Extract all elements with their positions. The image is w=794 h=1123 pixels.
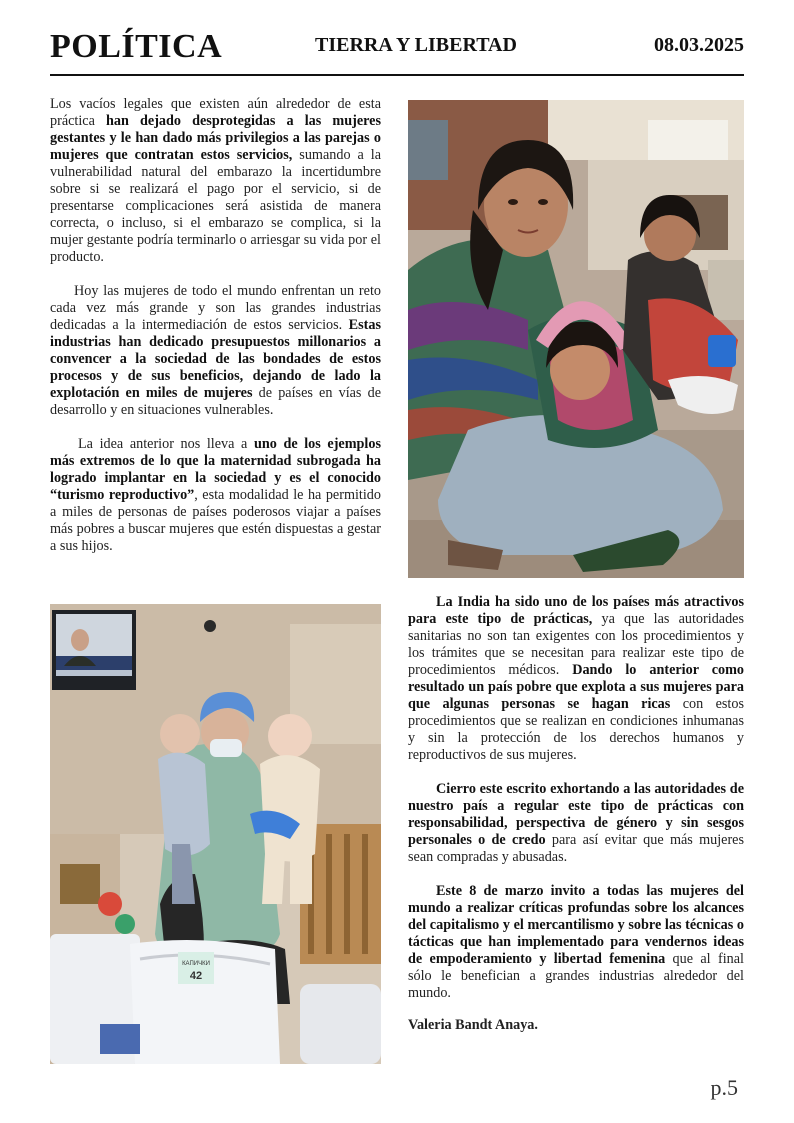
body-text: que al final sólo le benefician a grandes industrias alrededor del mundo.	[408, 951, 744, 1001]
body-text: Hoy las mujeres de todo el mundo enfrentan un reto cada vez más grande y son las grandes industrias dedicadas a la intermediación de estos servicios.	[50, 283, 381, 333]
right-column-text	[408, 594, 744, 1051]
section-title: POLÍTICA	[50, 28, 223, 65]
emphasis-text: Estas industrias han dedicado presupuestos millonarios a convencer a la sociedad de las bondades de estos procesos y de sus beneficios, dejando de lado la explotación en miles de mujeres	[50, 317, 381, 401]
right-paragraph-3	[408, 883, 744, 1002]
bassinet-tag-number: 42	[189, 970, 203, 982]
publication-name: TIERRA Y LIBERTAD	[315, 34, 517, 56]
body-text: de países en vías de desarrollo y en situaciones vulnerables.	[50, 385, 382, 418]
body-text: La idea anterior nos lleva a	[78, 436, 254, 452]
right-paragraph-1	[408, 594, 744, 764]
body-text: para así evitar que más mujeres sean compradas y abusadas.	[408, 832, 744, 865]
left-column-text	[50, 96, 381, 572]
emphasis-text: uno de los ejemplos más extremos de lo que la maternidad subrogada ha logrado implantar en la sociedad y es el conocido “turismo reproductivo”	[50, 436, 381, 503]
left-paragraph-1	[50, 96, 381, 266]
left-paragraph-2	[50, 283, 381, 419]
right-paragraph-2	[408, 781, 744, 866]
bassinet-tag-name: КАПИЧКИ	[182, 961, 210, 967]
left-paragraph-3	[50, 436, 381, 555]
page-number: p.5	[710, 1075, 738, 1100]
photo-women-with-children-india	[408, 100, 744, 578]
author-signature: Valeria Bandt Anaya.	[408, 1017, 538, 1033]
body-text: ya que las autoridades sanitarias no son tan exigentes con los procedimientos y los trámites que se necesitan para realizar este tipo de procedimientos médicos.	[408, 611, 744, 678]
body-text: Los vacíos legales que existen aún alrededor de esta práctica	[50, 96, 381, 129]
issue-date: 08.03.2025	[654, 34, 744, 56]
body-text: sumando a la vulnerabilidad natural del embarazo la incertidumbre sobre si se realizará el pago por el servicio, si de presentarse complicaciones será asistida de manera correcta, o incluso, si el embarazo se complica, si la mujer gestante podría terminarlo o arriesgar su vida por el producto.	[50, 147, 382, 265]
emphasis-text: Cierro este escrito exhortando a las autoridades de nuestro país a regular este tipo de prácticas con responsabilidad, perspectiva de género y sin sesgos personales o de credo	[408, 781, 744, 848]
emphasis-text: Dando lo anterior como resultado un país pobre que explota a sus mujeres para que algunas personas se hagan ricas	[408, 662, 744, 712]
emphasis-text: Este 8 de marzo invito a todas las mujeres del mundo a realizar críticas profundas sobre los alcances del capitalismo y el mercantilismo y sobre las técnicas o tácticas que han implementado para vendernos ideas de empoderamiento y libertad femenina	[408, 883, 744, 967]
body-text: con estos procedimientos que se realizan en condiciones inhumanas y sin la protección de los derechos humanos y reproductivos de sus mujeres.	[408, 696, 744, 763]
emphasis-text: han dejado desprotegidas a las mujeres gestantes y le han dado más privilegios a las parejas o mujeres que contratan estos servicios,	[50, 113, 382, 163]
page-header	[50, 24, 744, 76]
emphasis-text: La India ha sido uno de los países más atractivos para este tipo de prácticas,	[408, 594, 744, 627]
photo-nurse-with-babies	[50, 604, 381, 1064]
body-text: , esta modalidad le ha permitido a miles de personas de países poderosos viajar a países más pobres a buscar mujeres que estén dispuestas a gestar a sus hijos.	[50, 487, 381, 554]
